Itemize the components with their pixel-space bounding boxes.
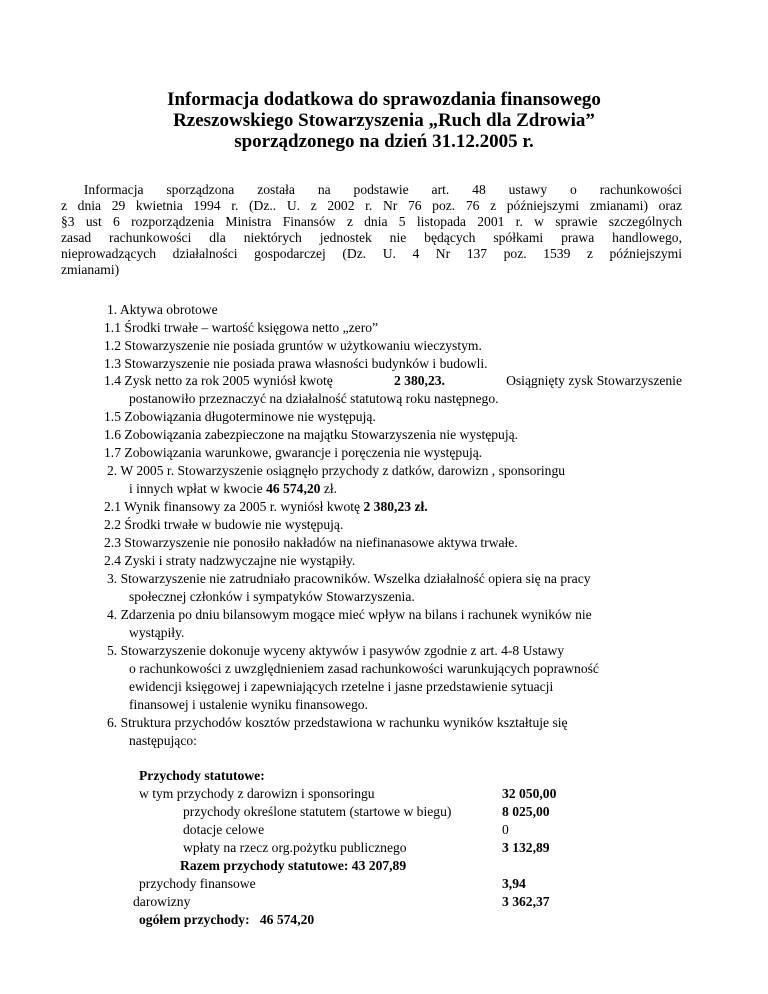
revenue-grants-value: 0 xyxy=(502,822,509,837)
revenue-statutory-total: Razem przychody statutowe: 43 207,89 xyxy=(180,858,407,873)
item-1-4 xyxy=(104,373,682,389)
revenue-grand-total-label: ogółem przychody: xyxy=(139,912,250,927)
item-1-6: 1.6 Zobowiązania zabezpieczone na majątku Stowarzyszenia nie występują. xyxy=(104,427,519,442)
item-1-7: 1.7 Zobowiązania warunkowe, gwarancje i poręczenia nie występują. xyxy=(104,445,483,460)
revenue-opp-label: wpłaty na rzecz org.pożytku publicznego xyxy=(183,840,407,855)
intro-line: zmianami) xyxy=(61,262,120,277)
intro-line: zasad rachunkowości dla niektórych jednostek nie będących spółkami prawa handlowego, xyxy=(61,230,682,245)
item-4: 4. Zdarzenia po dniu bilansowym mogące mieć wpływ na bilans i rachunek wyników nie xyxy=(107,607,592,622)
revenue-grand-total-value: 46 574,20 xyxy=(259,912,315,927)
title-line-2: Rzeszowskiego Stowarzyszenia „Ruch dla Zdrowia” xyxy=(173,110,595,131)
item-2-amount: 46 574,20 xyxy=(266,481,321,496)
title-line-1: Informacja dodatkowa do sprawozdania finansowego xyxy=(167,89,601,110)
revenue-financial-label: przychody finansowe xyxy=(139,876,256,891)
intro-line: §3 ust 6 rozporządzenia Ministra Finansów z dnia 5 listopada 2001 r. w sprawie szczególnych xyxy=(61,214,682,229)
revenue-opp-value: 3 132,89 xyxy=(502,840,550,855)
revenue-gifts-label: darowizny xyxy=(133,894,191,909)
item-2-1 xyxy=(104,499,428,515)
item-1-2: 1.2 Stowarzyszenie nie posiada gruntów w użytkowaniu wieczystym. xyxy=(104,338,482,353)
revenue-statutory-value: 8 025,00 xyxy=(502,804,550,819)
document-title xyxy=(0,89,768,152)
item-3: 3. Stowarzyszenie nie zatrudniało pracowników. Wszelka działalność opiera się na pracy xyxy=(107,571,591,586)
item-2-currency: zł. xyxy=(323,481,338,496)
item-1-1: 1.1 Środki trwałe – wartość księgowa netto „zero” xyxy=(104,320,379,335)
intro-line: z dnia 29 kwietnia 1994 r. (Dz.. U. z 2002 r. Nr 76 poz. 76 z późniejszymi zmianami) oraz xyxy=(61,198,682,213)
revenue-heading: Przychody statutowe: xyxy=(139,768,265,783)
item-2: 2. W 2005 r. Stowarzyszenie osiągnęło przychody z datków, darowizn , sponsoringu xyxy=(107,463,566,478)
revenue-grand-total xyxy=(139,912,314,928)
revenue-gifts-value: 3 362,37 xyxy=(502,894,550,909)
item-1: 1. Aktywa obrotowe xyxy=(107,302,218,317)
item-2-cont xyxy=(129,481,337,497)
item-2-3: 2.3 Stowarzyszenie nie ponosiło nakładów na niefinanasowe aktywa trwałe. xyxy=(104,535,518,550)
item-2-4: 2.4 Zyski i straty nadzwyczajne nie wystąpiły. xyxy=(104,553,356,568)
item-1-4-amount: 2 380,23. xyxy=(393,373,445,388)
item-6-cont: następująco: xyxy=(129,733,197,748)
item-5-cont-2: ewidencji księgowej i zapewniających rzetelne i jasne przedstawienie sytuacji xyxy=(129,679,554,694)
revenue-grants-label: dotacje celowe xyxy=(183,822,265,837)
item-2-1-amount: 2 380,23 zł. xyxy=(363,499,428,514)
revenue-donations-value: 32 050,00 xyxy=(502,786,557,801)
item-2-2: 2.2 Środki trwałe w budowie nie występują. xyxy=(104,517,344,532)
revenue-donations-label: w tym przychody z darowizn i sponsoringu xyxy=(139,786,375,801)
intro-line: Informacja sporządzona została na podstawie art. 48 ustawy o rachunkowości xyxy=(61,182,682,197)
item-5-cont-3: finansowej i ustalenie wyniku finansowego. xyxy=(129,697,368,712)
item-3-cont: społecznej członków i sympatyków Stowarzyszenia. xyxy=(129,589,415,604)
item-1-4-cont: postanowiło przeznaczyć na działalność statutową roku następnego. xyxy=(129,391,499,406)
item-1-4-text: 1.4 Zysk netto za rok 2005 wyniósł kwotę xyxy=(104,373,333,388)
item-4-cont: wystąpiły. xyxy=(129,625,185,640)
title-line-3: sporządzonego na dzień 31.12.2005 r. xyxy=(234,131,534,152)
item-1-3: 1.3 Stowarzyszenie nie posiada prawa własności budynków i budowli. xyxy=(104,356,488,371)
item-5: 5. Stowarzyszenie dokonuje wyceny aktywów i pasywów zgodnie z art. 4-8 Ustawy xyxy=(107,643,565,658)
intro-line: nieprowadzących działalności gospodarczej (Dz. U. 4 Nr 137 poz. 1539 z późniejszymi xyxy=(61,246,682,261)
revenue-statutory-label: przychody określone statutem (startowe w biegu) xyxy=(183,804,452,819)
revenue-financial-value: 3,94 xyxy=(502,876,526,891)
item-1-5: 1.5 Zobowiązania długoterminowe nie występują. xyxy=(104,409,376,424)
intro-paragraph xyxy=(61,182,682,278)
item-5-cont-1: o rachunkowości z uwzględnieniem zasad rachunkowości warunkujących poprawność xyxy=(129,661,599,676)
item-2-text: i innych wpłat w kwocie xyxy=(129,481,263,496)
item-1-4-text-2: Osiągnięty zysk Stowarzyszenie xyxy=(506,373,682,388)
item-2-1-text: 2.1 Wynik finansowy za 2005 r. wyniósł kwotę xyxy=(104,499,361,514)
item-6: 6. Struktura przychodów kosztów przedstawiona w rachunku wyników kształtuje się xyxy=(107,715,568,730)
